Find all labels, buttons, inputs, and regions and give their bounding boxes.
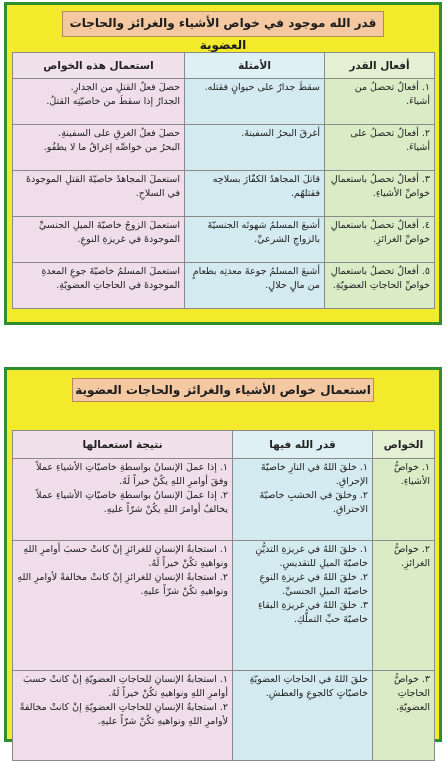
cell-property: ٣. خواصُّ الحاجاتِ العضويّةِ. bbox=[373, 671, 435, 761]
cell-usage: استعملَ الزوجُ خاصيّةَ الميلِ الجنسيِّ الموجودةَ في غريزةِ النوعِ. bbox=[13, 217, 185, 263]
cell-action: ٤. أفعالٌ تحصلُ باستعمالِ خواصِّ الغرائزِ. bbox=[325, 217, 435, 263]
table-row bbox=[13, 171, 435, 217]
qadar-line: ١. خلقَ اللهُ في النارِ خاصيّةَ الإحراقِ. bbox=[260, 462, 368, 487]
cell-qadar: خلقَ اللهُ في الحاجاتِ العضويّةِ خاصيّاتٍ كالجوعِ والعطشِ. bbox=[233, 671, 373, 761]
header-qadar-actions: أفعال القدر bbox=[325, 53, 435, 79]
cell-example: أغرقَ البحرُ السفينةَ. bbox=[185, 125, 325, 171]
panel-qadar-properties bbox=[4, 2, 442, 325]
header-qadar-in-them: قدر الله فيها bbox=[233, 431, 373, 459]
usage-line: حصلَ فعلُ القتلِ من الجدارِ. bbox=[70, 82, 180, 93]
cell-example: أشبعَ المسلمُ جوعةَ معدتِه بطعامٍ من مالٍ حلالٍ. bbox=[185, 263, 325, 309]
qadar-line: ٢. خلقَ اللهُ في غريزةِ النوعِ خاصيّةَ الميلِ الجنسيِّ. bbox=[259, 572, 368, 597]
cell-action: ٣. أفعالٌ تحصلُ باستعمالِ خواصِّ الأشياءِ. bbox=[325, 171, 435, 217]
header-result: نتيجة استعمالها bbox=[13, 431, 233, 459]
table-properties-usage bbox=[12, 430, 435, 761]
cell-usage: استعملَ المسلمُ خاصيّةَ جوعِ المعدةِ الموجودةَ في الحاجاتِ العضويّةِ. bbox=[13, 263, 185, 309]
table-row bbox=[13, 217, 435, 263]
result-line: ٢. استجابةُ الإنسانِ للحاجاتِ العضويّةِ إنْ كانتْ مخالفةً لأوامرِ اللهِ ونواهيهِ تكُنْ شرّاً عليهِ. bbox=[19, 702, 228, 727]
result-line: ١. إذا عملَ الإنسانُ بواسطةِ خاصيّاتِ الأشياءِ عملاً وفقَ أوامرِ اللهِ يكُنْ خيراً لَهُ. bbox=[36, 462, 228, 487]
cell-usage: استعملَ المجاهدُ خاصيّةَ القتلِ الموجودةَ في السلاحِ. bbox=[13, 171, 185, 217]
usage-line: البحرُ من خواصِّه إغراقُ ما لا يطفُو. bbox=[43, 142, 180, 153]
header-properties: الخواص bbox=[373, 431, 435, 459]
qadar-line: ٣. خلقَ اللهُ في غريزةِ البقاءِ خاصيّةَ حبِّ التملُّكِ. bbox=[257, 600, 368, 625]
cell-qadar bbox=[233, 541, 373, 671]
panel2-title: استعمال خواص الأشياء والغرائز والحاجات العضوية bbox=[72, 378, 374, 402]
table-qadar-actions bbox=[12, 52, 435, 309]
table-row bbox=[13, 459, 435, 541]
cell-result bbox=[13, 671, 233, 761]
table-row bbox=[13, 125, 435, 171]
header-usage: استعمال هذه الخواص bbox=[13, 53, 185, 79]
usage-line: حصلَ فعلُ الغرقِ على السفينةِ. bbox=[58, 128, 180, 139]
table-row bbox=[13, 79, 435, 125]
result-line: ٢. إذا عملَ الإنسانُ بواسطةِ خاصيّاتِ الأشياءِ عملاً يخالفُ أوامرَ اللهِ يكُنْ شرّاً عليهِ. bbox=[36, 490, 228, 515]
table-row bbox=[13, 263, 435, 309]
header-examples: الأمثلة bbox=[185, 53, 325, 79]
cell-example: أشبعَ المسلمُ شهوتَه الجنسيّةَ بالزواجِ الشرعيِّ. bbox=[185, 217, 325, 263]
cell-usage bbox=[13, 125, 185, 171]
qadar-line: ٢. وخلقَ في الخشبِ خاصيّةَ الاحتراقِ. bbox=[259, 490, 368, 515]
result-line: ١. استجابةُ الإنسانِ للغرائزِ إنْ كانتْ حسبَ أوامرِ اللهِ ونواهيهِ تكُنْ خيراً لَهُ. bbox=[23, 544, 228, 569]
cell-action: ١. أفعالٌ تحصلُ من أشياءَ. bbox=[325, 79, 435, 125]
panel1-title: قدر الله موجود في خواص الأشياء والغرائز والحاجات العضوية bbox=[62, 11, 384, 37]
cell-property: ٢. خواصُّ الغرائزِ. bbox=[373, 541, 435, 671]
table-row bbox=[13, 541, 435, 671]
cell-result bbox=[13, 541, 233, 671]
usage-line: الجدارُ إذا سقطَ من خاصيّتِه القتلُ. bbox=[46, 96, 180, 107]
cell-property: ١. خواصُّ الأشياءِ. bbox=[373, 459, 435, 541]
cell-qadar bbox=[233, 459, 373, 541]
result-line: ٢. استجابةُ الإنسانِ للغرائزِ إنْ كانتْ مخالفةً لأوامرِ اللهِ ونواهيهِ تكُنْ شرّاً عليهِ. bbox=[17, 572, 228, 597]
result-line: ١. استجابةُ الإنسانِ للحاجاتِ العضويّةِ إنْ كانتْ حسبَ أوامرِ اللهِ ونواهيهِ تكُنْ خيراً لَهُ. bbox=[22, 674, 228, 699]
cell-result bbox=[13, 459, 233, 541]
cell-example: قاتلَ المجاهدُ الكفّارَ بسلاحِه فقتلهُم. bbox=[185, 171, 325, 217]
qadar-line: ١. خلقَ اللهُ في غريزةِ التديُّنِ خاصيّةَ الميلِ للتقديسِ. bbox=[255, 544, 368, 569]
cell-usage bbox=[13, 79, 185, 125]
cell-example: سقطَ جدارٌ على حيوانٍ فقتله. bbox=[185, 79, 325, 125]
table-row bbox=[13, 671, 435, 761]
cell-action: ٢. أفعالٌ تحصلُ على أشياءَ. bbox=[325, 125, 435, 171]
cell-action: ٥. أفعالٌ تحصلُ باستعمالِ خواصِّ الحاجاتِ العضويّةِ. bbox=[325, 263, 435, 309]
panel-using-properties bbox=[4, 367, 442, 742]
